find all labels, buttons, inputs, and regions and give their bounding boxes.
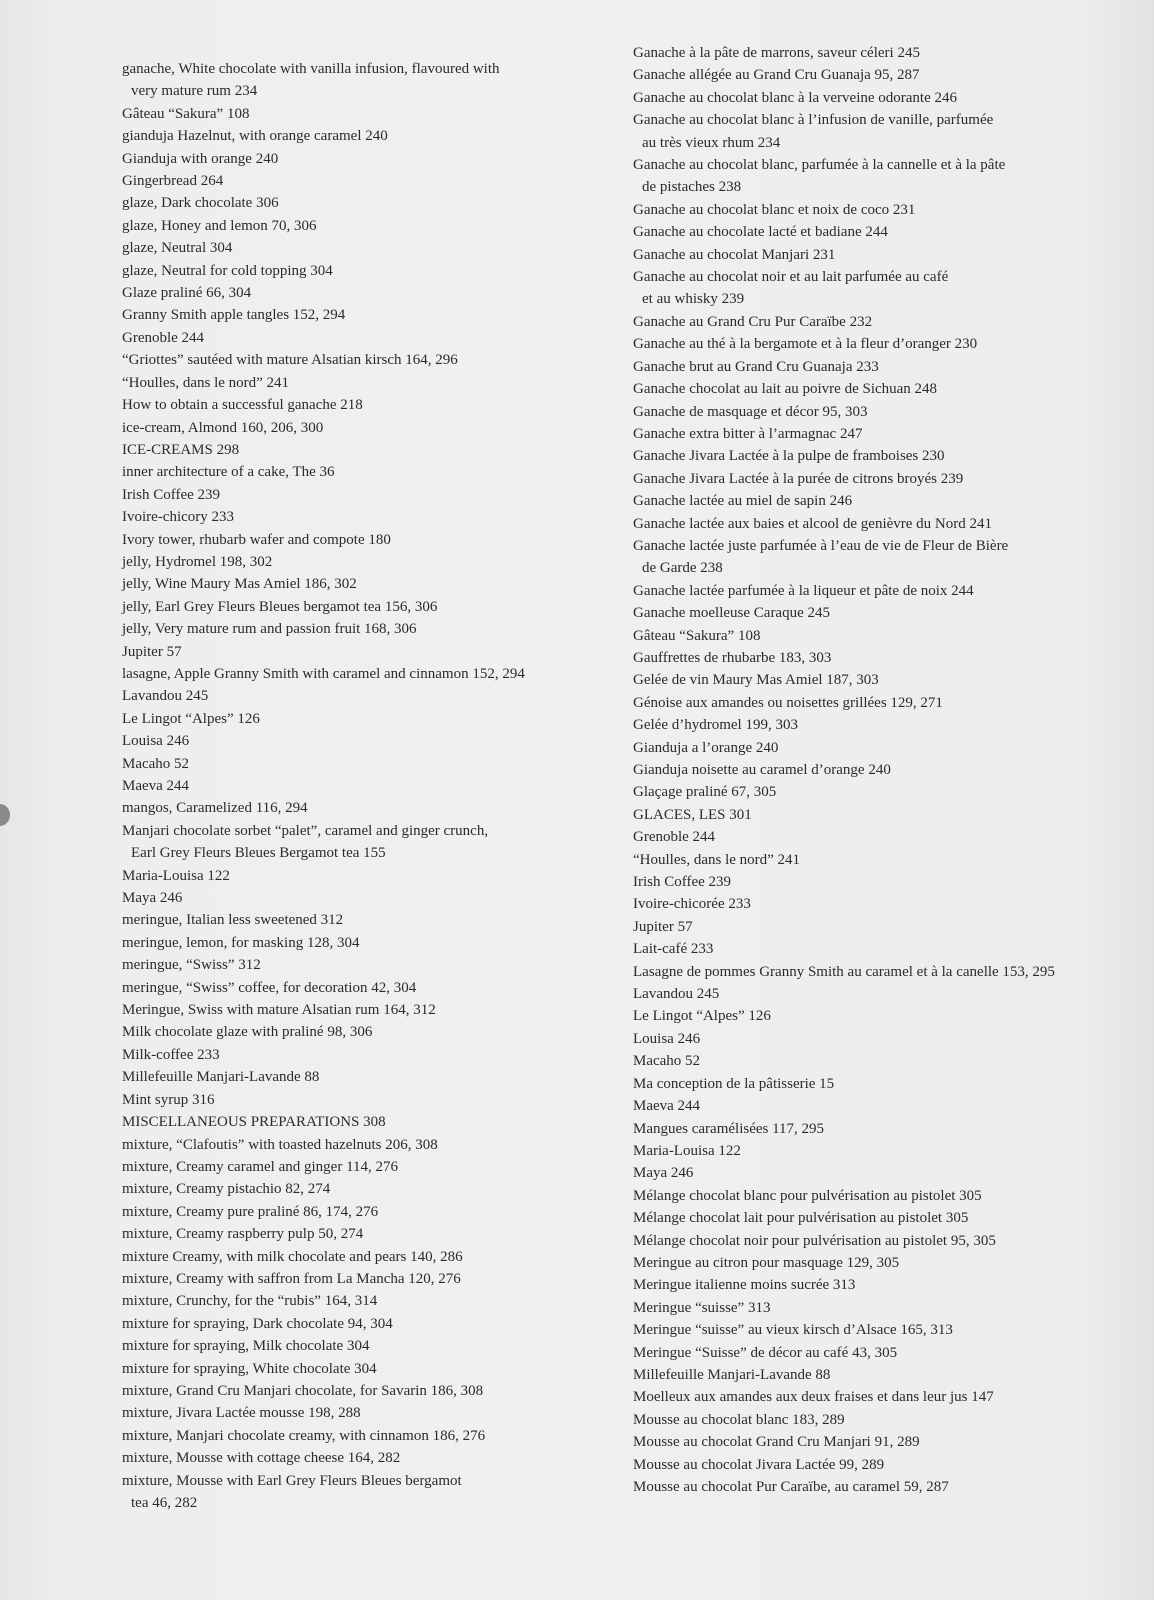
index-entry-text: Maria-Louisa 122 [122, 867, 230, 884]
index-entry [633, 893, 1055, 915]
index-entry [633, 333, 1055, 355]
index-entry [633, 1319, 1055, 1341]
index-entry [633, 602, 1055, 624]
index-entry-text: Mélange chocolat lait pour pulvérisation au pistolet 305 [633, 1210, 969, 1227]
index-entry-text: mangos, Caramelized 116, 294 [122, 800, 308, 817]
index-entry-text: Meringue “suisse” au vieux kirsch d’Alsace 165, 313 [633, 1322, 953, 1339]
index-entry [633, 1118, 1055, 1140]
index-entry [122, 1268, 525, 1290]
index-entry [122, 1380, 525, 1402]
index-entry-text: Ivoire-chicorée 233 [633, 896, 751, 913]
index-entry [633, 1095, 1055, 1117]
index-entry [633, 244, 1055, 266]
index-entry-text: mixture, Crunchy, for the “rubis” 164, 314 [122, 1293, 378, 1310]
index-entry [633, 468, 1055, 490]
index-entry-text: Ganache lactée parfumée à la liqueur et pâte de noix 244 [633, 582, 974, 599]
index-column-french [633, 0, 1055, 1498]
index-entry-text: Mousse au chocolat Pur Caraïbe, au caramel 59, 287 [633, 1479, 949, 1495]
index-entry-text: Ivoire-chicory 233 [122, 509, 235, 526]
index-entry-text: Grenoble 244 [122, 329, 205, 346]
index-entry [122, 1246, 525, 1268]
index-entry [633, 1297, 1055, 1319]
index-entry-text: mixture Creamy, with milk chocolate and pears 140, 286 [122, 1248, 463, 1265]
index-entry-text: Mousse au chocolat Jivara Lactée 99, 289 [633, 1456, 885, 1473]
index-entry [122, 932, 525, 954]
index-entry [633, 221, 1055, 243]
index-entry [122, 1066, 525, 1088]
index-entry-text: Gianduja a l’orange 240 [633, 739, 779, 756]
index-entry [122, 192, 525, 214]
index-entry [122, 1470, 525, 1515]
index-entry-text: Gâteau “Sakura” 108 [633, 627, 761, 644]
index-entry-text: mixture, “Clafoutis” with toasted hazelnuts 206, 308 [122, 1136, 438, 1153]
index-entry-text: Irish Coffee 239 [122, 486, 221, 503]
index-entry [122, 685, 525, 707]
index-entry [122, 865, 525, 887]
index-entry [122, 1044, 525, 1066]
index-entry-text: Lasagne de pommes Granny Smith au caramel et à la canelle 153, 295 [633, 963, 1055, 980]
index-entry [633, 669, 1055, 691]
index-entry-text: Granny Smith apple tangles 152, 294 [122, 307, 346, 324]
index-entry [633, 1005, 1055, 1027]
index-entry [122, 999, 525, 1021]
index-entry-text: Jupiter 57 [633, 918, 693, 935]
index-entry-text: Lavandou 245 [633, 986, 720, 1003]
index-entry-text: ICE-CREAMS 298 [122, 441, 240, 458]
index-entry [122, 148, 525, 170]
index-entry [122, 1290, 525, 1312]
index-entry-text: Ganache au chocolat blanc et noix de coco 231 [633, 201, 916, 218]
index-entry-text: Gianduja with orange 240 [122, 150, 279, 167]
index-entry-text: Ganache de masquage et décor 95, 303 [633, 403, 868, 420]
index-entry [122, 730, 525, 752]
index-entry-continuation: de pistaches 238 [642, 179, 742, 196]
index-entry-text: Ganache au chocolat blanc, parfumée à la cannelle et à la pâte [633, 157, 1006, 174]
index-entry-text: Mélange chocolat blanc pour pulvérisation au pistolet 305 [633, 1187, 982, 1204]
index-entry-text: mixture for spraying, Milk chocolate 304 [122, 1338, 370, 1355]
index-entry-continuation: et au whisky 239 [642, 291, 745, 308]
index-entry [633, 916, 1055, 938]
index-entry-text: “Houlles, dans le nord” 241 [122, 374, 290, 391]
index-entry [633, 1230, 1055, 1252]
index-entry [122, 1178, 525, 1200]
index-entry [633, 647, 1055, 669]
index-entry [122, 461, 525, 483]
index-entry [633, 535, 1055, 580]
index-entry [122, 484, 525, 506]
index-entry-text: mixture, Grand Cru Manjari chocolate, for Savarin 186, 308 [122, 1382, 484, 1399]
index-entry [122, 641, 525, 663]
binding-hole [0, 804, 10, 826]
index-entry [633, 64, 1055, 86]
index-entry [633, 580, 1055, 602]
index-entry [122, 125, 525, 147]
index-entry-text: Ganache au chocolat blanc à l’infusion de vanille, parfumée [633, 112, 994, 129]
index-entry-text: How to obtain a successful ganache 218 [122, 397, 363, 414]
index-entry-text: Meringue au citron pour masquage 129, 305 [633, 1254, 900, 1271]
index-entry [122, 260, 525, 282]
index-entry [122, 237, 525, 259]
index-entry [633, 804, 1055, 826]
index-entry [633, 1274, 1055, 1296]
index-entry-text: Glaze praliné 66, 304 [122, 285, 252, 302]
index-entry [633, 692, 1055, 714]
index-entry-text: Gingerbread 264 [122, 173, 224, 190]
index-entry [122, 1313, 525, 1335]
index-entry-continuation: very mature rum 234 [131, 83, 258, 100]
index-entry [633, 266, 1055, 311]
index-entry-text: ice-cream, Almond 160, 206, 300 [122, 419, 324, 436]
index-entry-text: Ganache lactée au miel de sapin 246 [633, 493, 853, 510]
index-entry-text: “Houlles, dans le nord” 241 [633, 851, 801, 868]
index-entry-text: Louisa 246 [122, 733, 190, 750]
index-entry [633, 490, 1055, 512]
index-entry [122, 304, 525, 326]
index-entry [633, 1476, 1055, 1498]
index-entry-text: Gauffrettes de rhubarbe 183, 303 [633, 649, 832, 666]
index-entry-text: glaze, Dark chocolate 306 [122, 195, 279, 212]
index-entry-text: Jupiter 57 [122, 643, 182, 660]
index-entry-text: ganache, White chocolate with vanilla infusion, flavoured with [122, 61, 500, 77]
index-entry [633, 1364, 1055, 1386]
index-entry [122, 954, 525, 976]
index-entry-text: gianduja Hazelnut, with orange caramel 240 [122, 128, 388, 145]
index-entry [122, 58, 525, 103]
index-entry [633, 1140, 1055, 1162]
index-entry-text: Ma conception de la pâtisserie 15 [633, 1075, 835, 1092]
index-entry-text: Ganache au thé à la bergamote et à la fleur d’oranger 230 [633, 336, 978, 353]
index-entry-text: Lait-café 233 [633, 941, 714, 958]
index-entry-text: Le Lingot “Alpes” 126 [122, 710, 260, 727]
index-entry-text: Maria-Louisa 122 [633, 1142, 741, 1159]
index-entry-text: Gâteau “Sakura” 108 [122, 105, 250, 122]
index-entry-text: Gelée de vin Maury Mas Amiel 187, 303 [633, 672, 879, 689]
index-entry-text: mixture, Mousse with cottage cheese 164, 282 [122, 1450, 401, 1467]
index-entry [122, 372, 525, 394]
index-entry-text: Meringue “Suisse” de décor au café 43, 305 [633, 1344, 898, 1361]
index-entry [122, 909, 525, 931]
index-entry-continuation: tea 46, 282 [131, 1495, 198, 1511]
index-entry [633, 849, 1055, 871]
index-entry-text: Gianduja noisette au caramel d’orange 240 [633, 762, 891, 778]
index-entry-text: Ganache au chocolat Manjari 231 [633, 246, 836, 263]
index-entry-text: glaze, Neutral 304 [122, 240, 233, 257]
index-entry-text: Grenoble 244 [633, 829, 716, 846]
index-entry [633, 1028, 1055, 1050]
index-entry [122, 618, 525, 640]
index-entry-text: mixture, Jivara Lactée mousse 198, 288 [122, 1405, 361, 1422]
index-entry-continuation: Earl Grey Fleurs Bleues Bergamot tea 155 [131, 845, 386, 862]
index-entry-text: inner architecture of a cake, The 36 [122, 464, 335, 481]
index-entry [633, 1073, 1055, 1095]
index-entry [633, 826, 1055, 848]
index-entry-text: meringue, “Swiss” 312 [122, 957, 261, 974]
index-entry-text: mixture for spraying, Dark chocolate 94, 304 [122, 1315, 393, 1332]
index-entry [122, 1156, 525, 1178]
index-entry-text: glaze, Honey and lemon 70, 306 [122, 217, 317, 234]
index-entry-text: MISCELLANEOUS PREPARATIONS 308 [122, 1114, 386, 1131]
index-entry [633, 311, 1055, 333]
index-entry-text: Ganache à la pâte de marrons, saveur céleri 245 [633, 45, 920, 61]
index-entry [633, 378, 1055, 400]
index-entry-text: meringue, Italian less sweetened 312 [122, 912, 344, 929]
index-entry [633, 871, 1055, 893]
index-entry [633, 1386, 1055, 1408]
index-entry [122, 1335, 525, 1357]
index-entry-text: Mousse au chocolat Grand Cru Manjari 91, 289 [633, 1434, 920, 1451]
index-entry-text: meringue, lemon, for masking 128, 304 [122, 934, 360, 951]
index-entry [122, 708, 525, 730]
index-entry [122, 282, 525, 304]
index-entry-text: mixture, Creamy with saffron from La Mancha 120, 276 [122, 1270, 461, 1287]
index-entry [122, 887, 525, 909]
index-entry [633, 1252, 1055, 1274]
index-entry [633, 781, 1055, 803]
index-entry [633, 109, 1055, 154]
index-entry-text: meringue, “Swiss” coffee, for decoration 42, 304 [122, 979, 417, 996]
index-entry [122, 1447, 525, 1469]
index-entry [122, 977, 525, 999]
index-entry-text: Ganache extra bitter à l’armagnac 247 [633, 425, 863, 442]
index-entry [633, 356, 1055, 378]
index-entry-text: Ganache au chocolat noir et au lait parfumée au café [633, 269, 949, 286]
index-entry [122, 1134, 525, 1156]
index-entry-text: mixture, Mousse with Earl Grey Fleurs Bleues bergamot [122, 1472, 462, 1489]
index-entry-text: Manjari chocolate sorbet “palet”, caramel and ginger crunch, [122, 822, 489, 839]
index-entry [122, 349, 525, 371]
index-entry [122, 439, 525, 461]
index-entry-text: Meringue “suisse” 313 [633, 1299, 771, 1316]
index-entry [633, 714, 1055, 736]
index-entry-text: Ganache allégée au Grand Cru Guanaja 95, 287 [633, 67, 920, 84]
index-entry [633, 983, 1055, 1005]
index-entry-text: Moelleux aux amandes aux deux fraises et dans leur jus 147 [633, 1389, 994, 1406]
index-entry-text: mixture, Manjari chocolate creamy, with cinnamon 186, 276 [122, 1427, 486, 1444]
index-entry [122, 1021, 525, 1043]
index-entry [122, 417, 525, 439]
index-entry [122, 394, 525, 416]
index-entry-text: Génoise aux amandes ou noisettes grillées 129, 271 [633, 694, 943, 711]
index-entry [633, 737, 1055, 759]
index-entry-text: lasagne, Apple Granny Smith with caramel and cinnamon 152, 294 [122, 665, 525, 682]
index-entry [122, 775, 525, 797]
index-entry [122, 170, 525, 192]
index-entry [122, 820, 525, 865]
index-entry-text: Mangues caramélisées 117, 295 [633, 1120, 825, 1137]
index-entry [633, 1050, 1055, 1072]
index-entry-text: Ganache Jivara Lactée à la pulpe de framboises 230 [633, 448, 945, 465]
index-entry-text: Ganache lactée aux baies et alcool de genièvre du Nord 241 [633, 515, 993, 532]
index-entry [633, 513, 1055, 535]
index-entry [122, 1111, 525, 1133]
index-entry [122, 1358, 525, 1380]
index-entry-text: jelly, Wine Maury Mas Amiel 186, 302 [122, 576, 357, 593]
index-entry [122, 753, 525, 775]
index-entry-continuation: de Garde 238 [642, 560, 723, 577]
index-entry [122, 1223, 525, 1245]
index-entry [122, 797, 525, 819]
index-entry [633, 401, 1055, 423]
index-entry-text: Lavandou 245 [122, 688, 209, 705]
index-entry-text: Milk chocolate glaze with praliné 98, 306 [122, 1024, 373, 1041]
index-entry-text: mixture, Creamy pure praliné 86, 174, 276 [122, 1203, 379, 1220]
index-entry [633, 1454, 1055, 1476]
index-entry-text: Macaho 52 [122, 755, 190, 772]
index-entry-text: Millefeuille Manjari-Lavande 88 [633, 1366, 831, 1383]
index-entry [122, 103, 525, 125]
index-entry-text: Maya 246 [633, 1165, 694, 1182]
index-entry-text: Ganache au Grand Cru Pur Caraïbe 232 [633, 313, 873, 330]
index-entry [122, 596, 525, 618]
index-entry [122, 573, 525, 595]
index-entry [633, 1431, 1055, 1453]
index-entry-text: Mélange chocolat noir pour pulvérisation au pistolet 95, 305 [633, 1232, 996, 1249]
index-entry-text: mixture, Creamy caramel and ginger 114, 276 [122, 1158, 399, 1175]
index-entry-text: glaze, Neutral for cold topping 304 [122, 262, 333, 279]
index-entry-text: Meringue italienne moins sucrée 313 [633, 1277, 856, 1294]
index-entry [633, 759, 1055, 781]
index-entry-text: Milk-coffee 233 [122, 1046, 220, 1063]
index-entry [122, 327, 525, 349]
index-entry [122, 506, 525, 528]
index-entry [122, 551, 525, 573]
index-entry [122, 215, 525, 237]
index-entry-text: Ganache au chocolate lacté et badiane 244 [633, 224, 888, 241]
index-entry-text: Louisa 246 [633, 1030, 701, 1047]
index-entry [633, 445, 1055, 467]
index-entry [122, 529, 525, 551]
index-entry-text: Mousse au chocolat blanc 183, 289 [633, 1411, 845, 1428]
index-entry-text: Irish Coffee 239 [633, 874, 732, 891]
index-entry-text: Ganache brut au Grand Cru Guanaja 233 [633, 358, 879, 375]
index-entry [633, 1342, 1055, 1364]
index-entry-continuation: au très vieux rhum 234 [642, 134, 781, 151]
index-entry-text: Ganache moelleuse Caraque 245 [633, 605, 830, 622]
index-entry [633, 423, 1055, 445]
index-column-english [122, 0, 525, 1514]
index-entry [633, 938, 1055, 960]
index-entry-text: mixture for spraying, White chocolate 304 [122, 1360, 377, 1377]
index-entry-text: Millefeuille Manjari-Lavande 88 [122, 1069, 320, 1086]
index-entry-text: Ganache Jivara Lactée à la purée de citrons broyés 239 [633, 470, 964, 487]
index-entry [122, 1201, 525, 1223]
index-entry-text: jelly, Very mature rum and passion fruit 168, 306 [122, 621, 417, 638]
index-entry [633, 625, 1055, 647]
index-entry-text: jelly, Earl Grey Fleurs Bleues bergamot tea 156, 306 [122, 598, 438, 615]
index-entry [633, 1207, 1055, 1229]
index-entry-text: Mint syrup 316 [122, 1091, 215, 1108]
index-entry [122, 1089, 525, 1111]
index-entry-text: Macaho 52 [633, 1053, 701, 1070]
index-entry [633, 1185, 1055, 1207]
index-entry-text: Ivory tower, rhubarb wafer and compote 180 [122, 531, 391, 548]
index-entry-text: Le Lingot “Alpes” 126 [633, 1008, 771, 1025]
index-entry [633, 42, 1055, 64]
index-entry [122, 1402, 525, 1424]
index-entry [122, 1425, 525, 1447]
index-entry [633, 154, 1055, 199]
index-entry-text: GLACES, LES 301 [633, 806, 752, 823]
index-entry-text: “Griottes” sautéed with mature Alsatian kirsch 164, 296 [122, 352, 458, 369]
index-entry-text: Meringue, Swiss with mature Alsatian rum 164, 312 [122, 1002, 436, 1019]
index-entry-text: Maeva 244 [633, 1098, 701, 1115]
index-entry [633, 87, 1055, 109]
index-entry-text: Gelée d’hydromel 199, 303 [633, 717, 798, 734]
index-entry-text: mixture, Creamy raspberry pulp 50, 274 [122, 1226, 364, 1243]
index-entry-text: Glaçage praliné 67, 305 [633, 784, 777, 801]
index-entry-text: Ganache lactée juste parfumée à l’eau de vie de Fleur de Bière [633, 537, 1009, 554]
index-entry [633, 1409, 1055, 1431]
index-entry [122, 663, 525, 685]
index-entry-text: mixture, Creamy pistachio 82, 274 [122, 1181, 331, 1198]
index-entry [633, 199, 1055, 221]
index-entry-text: Maya 246 [122, 890, 183, 907]
index-entry-text: Maeva 244 [122, 778, 190, 794]
index-entry [633, 1162, 1055, 1184]
index-entry-text: jelly, Hydromel 198, 302 [122, 553, 273, 570]
index-entry-text: Ganache au chocolat blanc à la verveine odorante 246 [633, 89, 958, 106]
index-entry-text: Ganache chocolat au lait au poivre de Sichuan 248 [633, 381, 938, 398]
index-entry [633, 961, 1055, 983]
